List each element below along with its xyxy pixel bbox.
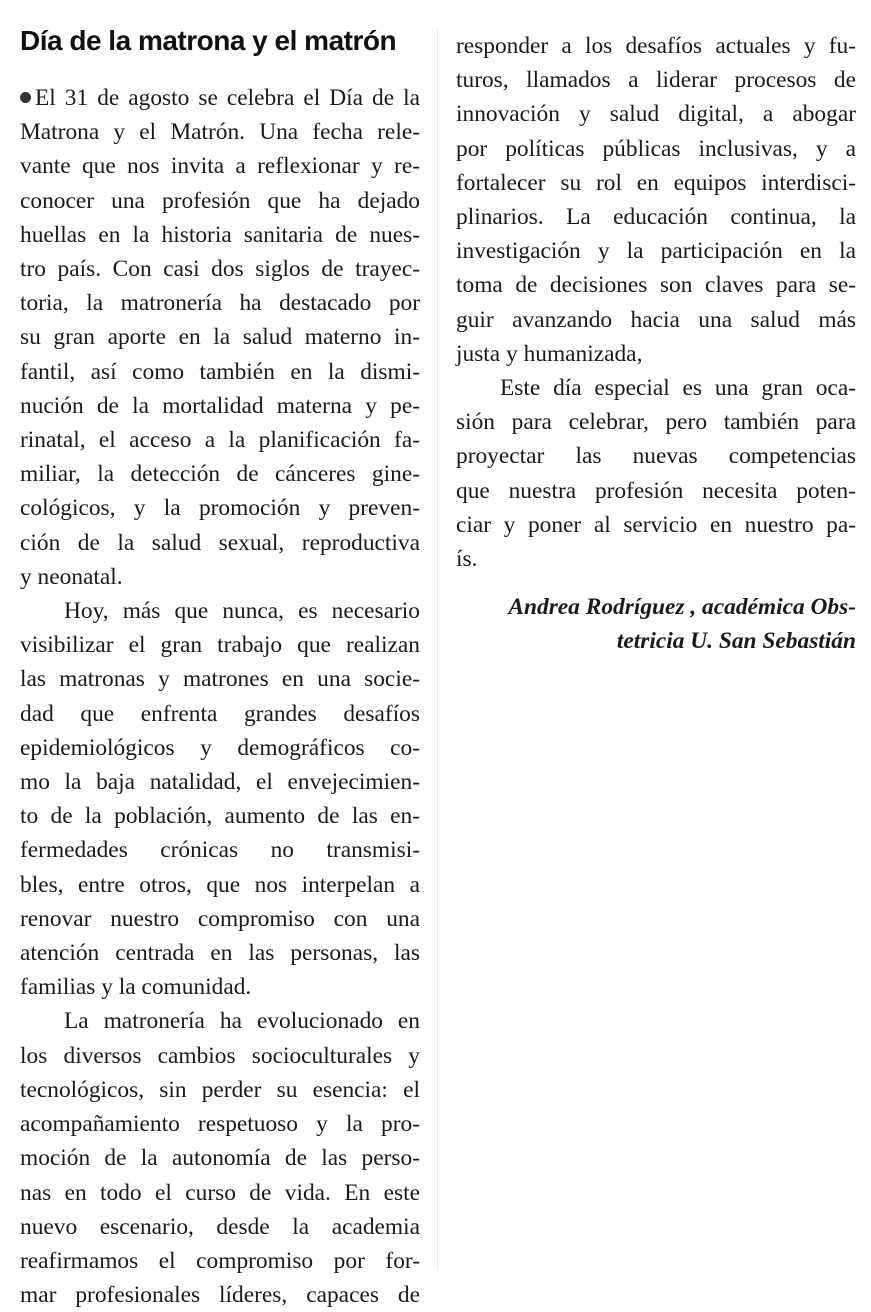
text-line: renovar nuestro compromiso con una [20, 905, 420, 932]
paragraph-3 [20, 1004, 420, 1312]
text-line: innovación y salud digital, a abogar [456, 101, 856, 128]
signature-line: Andrea Rodríguez , académica Obs- [508, 594, 856, 621]
text-line: moción de la autonomía de las perso- [20, 1145, 420, 1172]
text-line: dad que enfrenta grandes desafíos [20, 700, 420, 727]
text-line: nución de la mortalidad materna y pe- [20, 392, 420, 419]
text-line: vante que nos invita a reflexionar y re- [20, 153, 420, 180]
text-line: Este día especial es una gran oca- [500, 375, 856, 402]
text-line: responder a los desafíos actuales y fu- [456, 33, 856, 59]
text-line: por políticas públicas inclusivas, y a [456, 135, 856, 162]
text-line: plinarios. La educación continua, la [456, 204, 856, 231]
text-line: El 31 de agosto se celebra el Día de la [20, 81, 420, 115]
text-line: mar profesionales líderes, capaces de [20, 1282, 420, 1309]
left-column [20, 24, 420, 1312]
text-line: guir avanzando hacia una salud más [456, 306, 856, 333]
text-line: La matronería ha evolucionado en [64, 1008, 420, 1035]
text-line: ciar y poner al servicio en nuestro pa- [456, 511, 856, 538]
text-line: ción de la salud sexual, reproductiva [20, 529, 420, 556]
text-line: toria, la matronería ha destacado por [20, 290, 420, 317]
text-line: ís. [456, 546, 478, 573]
text-line: acompañamiento respetuoso y la pro- [20, 1111, 420, 1138]
text-line: nas en todo el curso de vida. En este [20, 1179, 420, 1206]
text-line: Hoy, más que nunca, es necesario [64, 598, 420, 625]
text-line: su gran aporte en la salud materno in- [20, 324, 420, 351]
text-line: justa y humanizada, [456, 340, 643, 367]
text-line: fortalecer su rol en equipos interdisci- [456, 169, 856, 196]
text-line: los diversos cambios socioculturales y [20, 1042, 420, 1069]
text-line: familias y la comunidad. [20, 974, 252, 1001]
text-line: nuevo escenario, desde la academia [20, 1213, 420, 1240]
text-line: toma de decisiones son claves para se- [456, 272, 856, 299]
author-signature [456, 590, 856, 658]
right-column [456, 29, 856, 659]
text-line: epidemiológicos y demográficos co- [20, 734, 420, 761]
paragraph-4 [456, 371, 856, 576]
bullet-icon [20, 92, 31, 103]
column-divider [437, 30, 438, 1270]
text-line: y neonatal. [20, 563, 123, 590]
text-line: las matronas y matrones en una socie- [20, 666, 420, 693]
text-line: sión para celebrar, pero también para [456, 409, 856, 436]
text-line: mo la baja natalidad, el envejecimien- [20, 769, 420, 796]
signature-line: tetricia U. San Sebastián [616, 628, 856, 655]
text-line: Matrona y el Matrón. Una fecha rele- [20, 119, 420, 146]
text-line: investigación y la participación en la [456, 238, 856, 265]
text-line: visibilizar el gran trabajo que realizan [20, 632, 420, 659]
text-line: cológicos, y la promoción y preven- [20, 495, 420, 522]
text-line: huellas en la historia sanitaria de nues- [20, 221, 420, 248]
text-line: que nuestra profesión necesita poten- [456, 477, 856, 504]
text-line: fermedades crónicas no transmisi- [20, 837, 420, 864]
paragraph-3-continued [456, 29, 856, 371]
paragraph-2 [20, 594, 420, 1004]
text-line: rinatal, el acceso a la planificación fa- [20, 427, 420, 454]
article-title: Día de la matrona y el matrón [20, 25, 397, 56]
text-line: conocer una profesión que ha dejado [20, 187, 420, 214]
text-line: tecnológicos, sin perder su esencia: el [20, 1076, 420, 1103]
paragraph-1 [20, 81, 420, 594]
text-line: bles, entre otros, que nos interpelan a [20, 871, 420, 898]
text-line: to de la población, aumento de las en- [20, 803, 420, 830]
text-line: miliar, la detección de cánceres gine- [20, 461, 420, 488]
text-line: tro país. Con casi dos siglos de trayec- [20, 256, 420, 283]
text-line: atención centrada en las personas, las [20, 940, 420, 967]
text-line: reafirmamos el compromiso por for- [20, 1247, 420, 1274]
text-line: proyectar las nuevas competencias [456, 443, 856, 470]
text-line: fantil, así como también en la dismi- [20, 358, 420, 385]
text-line: turos, llamados a liderar procesos de [456, 67, 856, 94]
